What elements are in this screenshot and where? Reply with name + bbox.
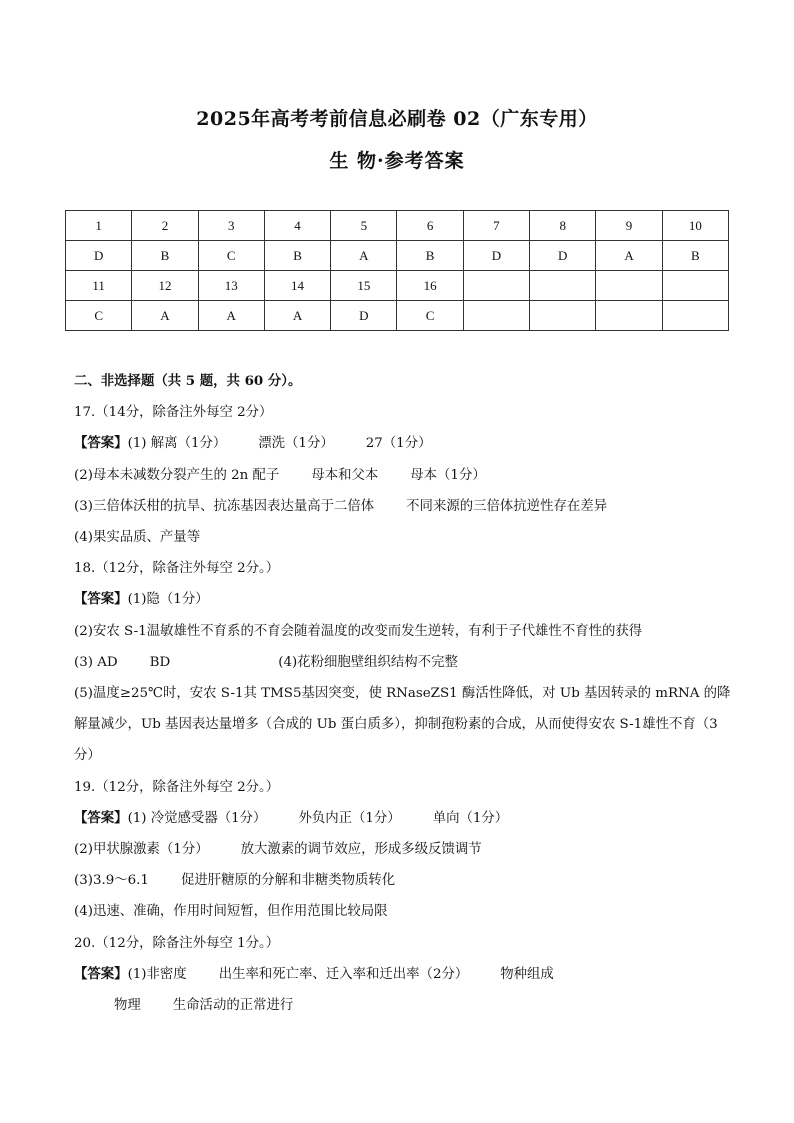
table-cell: [530, 271, 596, 301]
q19-line-2: [74, 834, 734, 865]
table-cell: A: [198, 301, 264, 331]
answer-text: 单向（1分）: [432, 810, 509, 826]
answer-text: 物种组成: [500, 966, 554, 982]
q20-line-2: [74, 990, 734, 1021]
q20-header: 20.（12分，除备注外每空 1分。）: [74, 935, 280, 951]
q17-line-4: (4)果实品质、产量等: [74, 530, 201, 546]
answer-text: (1) 解离（1分）: [127, 436, 227, 452]
table-cell: 13: [198, 271, 264, 301]
q19-line-4: (4)迅速、准确，作用时间短暂，但作用范围比较局限: [74, 904, 388, 920]
table-cell: 10: [662, 211, 728, 241]
answer-text: 漂洗（1分）: [258, 436, 334, 452]
table-cell: 11: [66, 271, 132, 301]
q19-line-3: [74, 865, 734, 896]
page-title: 2025年高考考前信息必刷卷 02（广东专用）: [196, 108, 598, 130]
answer-table: [65, 210, 729, 331]
table-cell: C: [397, 301, 463, 331]
q17-line-3: [74, 491, 734, 522]
table-cell: D: [331, 301, 397, 331]
q19-header: 19.（12分，除备注外每空 2分。）: [74, 779, 280, 795]
table-cell: A: [132, 301, 198, 331]
answer-text: (1)非密度: [127, 966, 187, 982]
table-cell: 5: [331, 211, 397, 241]
q17-line-2: [74, 460, 734, 491]
answer-text: 外负内正（1分）: [298, 810, 401, 826]
q18-line-2: (2)安农 S-1温敏雄性不育系的不育会随着温度的改变而发生逆转，有利于子代雄性不育性的获得: [74, 623, 643, 639]
answer-text: 物理: [114, 998, 141, 1014]
answer-text: (1) 冷觉感受器（1分）: [127, 810, 267, 826]
table-cell: 8: [530, 211, 596, 241]
table-cell: B: [662, 241, 728, 271]
table-cell: 2: [132, 211, 198, 241]
table-cell: 16: [397, 271, 463, 301]
answer-text: 不同来源的三倍体抗逆性存在差异: [406, 498, 608, 514]
table-row: [66, 301, 729, 331]
table-cell: [463, 271, 529, 301]
q18-line-1: [74, 584, 734, 615]
answer-text: (3) AD: [74, 654, 118, 670]
answer-tag: 【答案】: [74, 809, 128, 826]
q20-line-1: [74, 959, 734, 990]
answer-text: 母本（1分）: [410, 467, 486, 483]
table-cell: [530, 301, 596, 331]
table-cell: 6: [397, 211, 463, 241]
table-cell: B: [264, 241, 330, 271]
table-cell: [662, 301, 728, 331]
table-cell: B: [132, 241, 198, 271]
answer-text: 生命活动的正常进行: [172, 998, 294, 1014]
answer-tag: 【答案】: [74, 435, 128, 452]
table-row: [66, 211, 729, 241]
q18-line-3: [74, 647, 734, 678]
answer-text: (2)甲状腺激素（1分）: [74, 842, 209, 858]
q19-line-1: [74, 803, 734, 834]
answer-tag: 【答案】: [74, 591, 128, 608]
answer-text: 放大激素的调节效应，形成多级反馈调节: [240, 842, 482, 858]
table-cell: A: [264, 301, 330, 331]
table-cell: D: [463, 241, 529, 271]
table-cell: 1: [66, 211, 132, 241]
table-cell: 3: [198, 211, 264, 241]
table-row: [66, 271, 729, 301]
answer-text: 出生率和死亡率、迁入率和迁出率（2分）: [218, 966, 469, 982]
table-cell: 14: [264, 271, 330, 301]
answer-tag: 【答案】: [74, 965, 128, 982]
table-cell: D: [66, 241, 132, 271]
table-cell: [662, 271, 728, 301]
answer-text: (4)花粉细胞壁组织结构不完整: [278, 654, 458, 670]
q18-header: 18.（12分，除备注外每空 2分。）: [74, 561, 280, 577]
table-cell: A: [331, 241, 397, 271]
table-cell: 4: [264, 211, 330, 241]
table-cell: 12: [132, 271, 198, 301]
table-cell: C: [66, 301, 132, 331]
table-cell: C: [198, 241, 264, 271]
answer-text: BD: [149, 654, 171, 670]
answer-text: (3)三倍体沃柑的抗旱、抗冻基因表达量高于二倍体: [74, 498, 375, 514]
q17-line-1: [74, 428, 734, 459]
table-cell: 9: [596, 211, 662, 241]
table-cell: B: [397, 241, 463, 271]
table-cell: D: [530, 241, 596, 271]
answer-text: (3)3.9～6.1: [74, 873, 149, 889]
table-cell: [596, 301, 662, 331]
table-cell: A: [596, 241, 662, 271]
answer-content: [74, 366, 734, 1021]
answer-text: (1)隐（1分）: [127, 592, 209, 608]
answer-text: 促进肝糖原的分解和非糖类物质转化: [180, 873, 396, 889]
table-cell: 15: [331, 271, 397, 301]
answer-text: (2)母本未减数分裂产生的 2n 配子: [74, 467, 280, 483]
q17-header: 17.（14分，除备注外每空 2分）: [74, 405, 273, 421]
section-heading: 二、非选择题（共 5 题，共 60 分）。: [74, 373, 302, 389]
page-subtitle: 生 物·参考答案: [329, 150, 465, 172]
table-cell: [596, 271, 662, 301]
answer-text: 27（1分）: [365, 436, 432, 452]
table-row: [66, 241, 729, 271]
table-cell: 7: [463, 211, 529, 241]
answer-text: 母本和父本: [311, 467, 379, 483]
table-cell: [463, 301, 529, 331]
q18-line-5: (5)温度≥25℃时，安农 S-1其 TMS5基因突变，使 RNaseZS1 酶活性降低，对 Ub 基因转录的 mRNA 的降解量减少，Ub 基因表达量增多（合成的 Ub 蛋白质多），抑制孢粉素的合成，从而使得安农 S-1雄性不育（3分）: [74, 686, 731, 764]
